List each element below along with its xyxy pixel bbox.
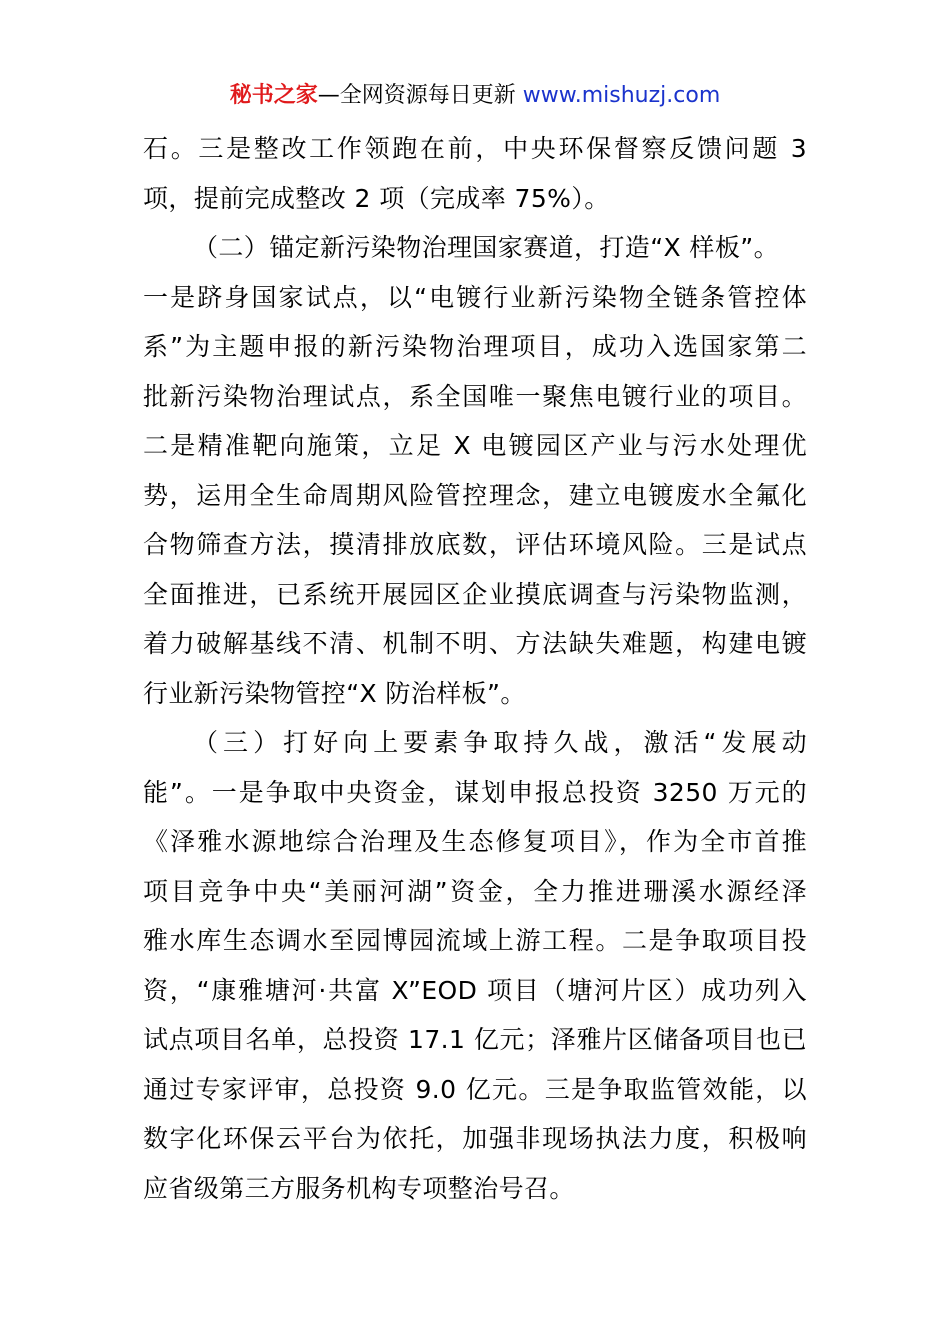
body-line: 着力破解基线不清、机制不明、方法缺失难题，构建电镀 — [143, 629, 807, 658]
body-line: 合物筛查方法，摸清排放底数，评估环境风险。三是试点 — [143, 530, 807, 559]
body-line: 一是跻身国家试点，以“电镀行业新污染物全链条管控体 — [143, 282, 807, 312]
document-body — [143, 124, 807, 1213]
body-line: 势，运用全生命周期风险管控理念，建立电镀废水全氟化 — [143, 480, 807, 510]
brand-name: 秘书之家 — [229, 83, 318, 108]
body-line: 试点项目名单，总投资 17.1 亿元；泽雅片区储备项目也已 — [143, 1025, 807, 1054]
body-line: 批新污染物治理试点，系全国唯一聚焦电镀行业的项目。 — [143, 381, 807, 411]
body-line: 项目竞争中央“美丽河湖”资金，全力推进珊溪水源经泽 — [143, 876, 807, 906]
body-line: 二是精准靶向施策，立足 X 电镀园区产业与污水处理优 — [143, 431, 807, 460]
body-line: 应省级第三方服务机构专项整治号召。 — [143, 1173, 575, 1203]
section-heading-3: （三）打好向上要素争取持久战，激活“发展动 — [193, 728, 807, 757]
body-line: 数字化环保云平台为依托，加强非现场执法力度，积极响 — [143, 1124, 807, 1153]
site-header — [0, 80, 950, 112]
body-line: 通过专家评审，总投资 9.0 亿元。三是争取监管效能，以 — [143, 1074, 807, 1104]
body-line: 石。三是整改工作领跑在前，中央环保督察反馈问题 3 — [143, 134, 807, 163]
body-line: 雅水库生态调水至园博园流域上游工程。二是争取项目投 — [143, 926, 807, 955]
body-line: 能”。一是争取中央资金，谋划申报总投资 3250 万元的 — [143, 777, 807, 807]
body-line: 项，提前完成整改 2 项（完成率 75%）。 — [143, 183, 610, 213]
header-tagline: —全网资源每日更新 — [317, 83, 516, 108]
body-line: 《泽雅水源地综合治理及生态修复项目》，作为全市首推 — [143, 827, 807, 856]
body-line: 行业新污染物管控“X 防治样板”。 — [143, 678, 526, 708]
section-heading-2: （二）锚定新污染物治理国家赛道，打造“X 样板”。 — [193, 233, 779, 262]
site-url-link[interactable]: www.mishuzj.com — [522, 83, 721, 108]
body-line: 全面推进，已系统开展园区企业摸底调查与污染物监测， — [143, 579, 807, 609]
body-line: 系”为主题申报的新污染物治理项目，成功入选国家第二 — [143, 332, 807, 361]
body-line: 资，“康雅塘河·共富 X”EOD 项目（塘河片区）成功列入 — [143, 975, 807, 1005]
